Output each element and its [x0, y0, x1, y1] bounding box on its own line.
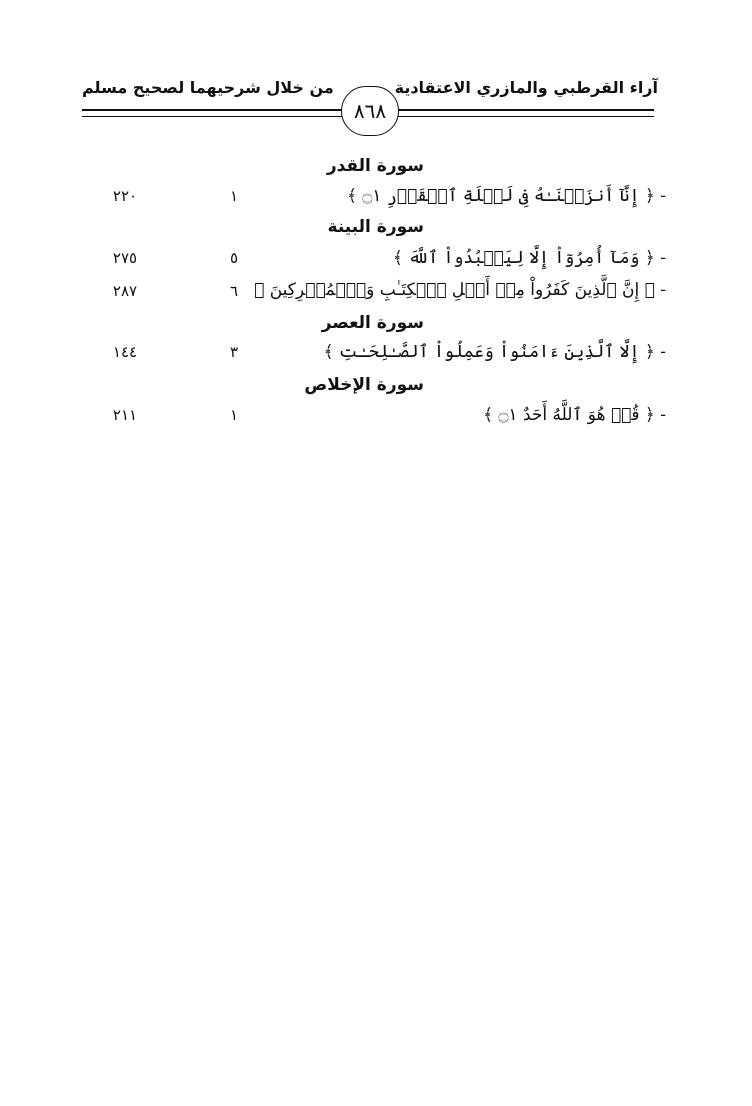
verse-row — [0, 185, 752, 215]
surah-heading: سورة العصر — [321, 313, 424, 333]
verse-row — [0, 280, 752, 310]
verse-text: - ﴿ وَمَآ أُمِرُوٓاْ إِلَّا لِيَعۡبُدُواْ ٱللَّهَ ﴾ — [392, 248, 666, 268]
verse-text: - ﴿ قُلۡ هُوَ ٱللَّهُ أَحَدٌ ۝١ ﴾ — [483, 405, 666, 425]
verse-row — [0, 341, 752, 371]
header-rule-right-bottom — [396, 116, 654, 117]
header-rule-left-bottom — [82, 116, 342, 117]
verse-text: - ﴿ إِنَّ ٱلَّذِينَ كَفَرُواْ مِنۡ أَهۡلِ ٱلۡكِتَـٰبِ وَٱلۡمُشۡرِكِينَ ﴾ — [254, 280, 666, 300]
page-reference: ١٤٤ — [112, 343, 138, 361]
verse-text: - ﴿ إِلَّا ٱلَّذِينَ ءَامَنُواْ وَعَمِلُواْ ٱلصَّـٰلِحَـٰتِ ﴾ — [323, 342, 666, 362]
ayah-number: ١ — [229, 406, 239, 424]
page-number: ٨٦٨ — [353, 99, 387, 123]
surah-heading: سورة البينة — [327, 217, 424, 237]
running-header-right: آراء القرطبي والمازري الاعتقادية — [394, 78, 658, 97]
ayah-number: ٦ — [229, 282, 239, 300]
surah-heading: سورة القدر — [326, 156, 424, 176]
page-number-badge — [341, 86, 399, 136]
verse-text: - ﴿ إِنَّآ أَنزَلۡنَـٰهُ فِى لَيۡلَةِ ٱلۡقَدۡرِ ۝١ ﴾ — [346, 186, 666, 206]
page-reference: ٢٨٧ — [112, 282, 138, 300]
ayah-number: ٥ — [229, 249, 239, 267]
ayah-number: ٣ — [229, 343, 239, 361]
page-reference: ٢٧٥ — [112, 249, 138, 267]
running-header-left: من خلال شرحيهما لصحيح مسلم — [82, 78, 334, 97]
page-reference: ٢١١ — [112, 406, 138, 424]
header-rule-left-top — [82, 109, 342, 111]
header-rule-right-top — [396, 109, 654, 111]
verse-row — [0, 404, 752, 434]
page-reference: ٢٢٠ — [112, 187, 138, 205]
ayah-number: ١ — [229, 187, 239, 205]
verse-row — [0, 247, 752, 277]
surah-heading: سورة الإخلاص — [304, 375, 424, 395]
